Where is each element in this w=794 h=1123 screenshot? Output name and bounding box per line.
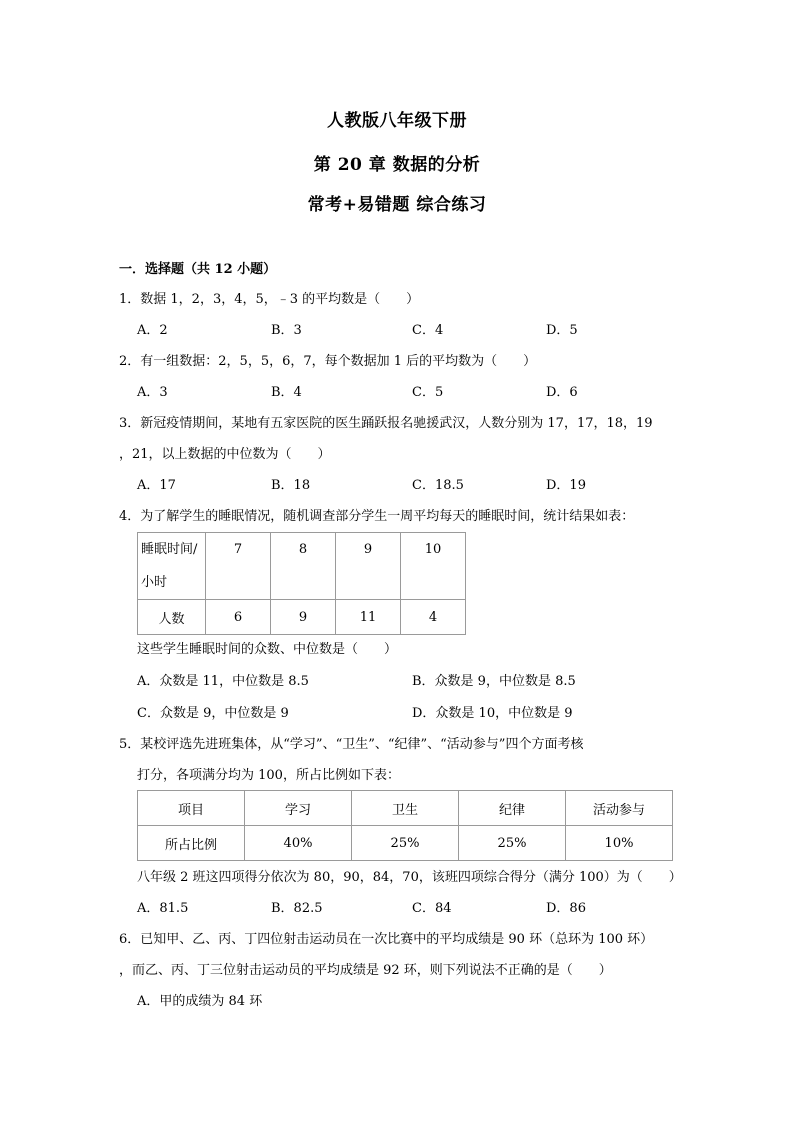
sleep-table-row-label: 人数 — [138, 600, 206, 635]
weight-table-value-cell: 25% — [459, 826, 566, 861]
question-3-option-a: A．17 — [137, 478, 176, 493]
doc-title-textbook: 人教版八年级下册 — [327, 111, 467, 131]
question-5-option-c: C．84 — [412, 901, 452, 916]
question-1-option-c: C．4 — [412, 323, 444, 338]
question-2-option-a: A．3 — [137, 385, 168, 400]
question-1-option-d: D．5 — [546, 323, 578, 338]
weight-table-value-cell: 10% — [566, 826, 673, 861]
question-5-stem-line-2: 打分，各项满分均为 100，所占比例如下表： — [137, 768, 400, 783]
weight-table-header-cell: 活动参与 — [566, 791, 673, 826]
weight-table-row-label: 所占比例 — [138, 826, 245, 861]
question-4-option-d: D．众数是 10，中位数是 9 — [412, 706, 573, 721]
question-3-option-d: D．19 — [546, 478, 586, 493]
sleep-table-header-line-2: 小时 — [141, 575, 168, 590]
question-2-stem: 2．有一组数据：2，5，5，6，7，每个数据加 1 后的平均数为（ ） — [119, 354, 537, 369]
question-1-stem: 1．数据 1，2，3，4，5，﹣3 的平均数是（ ） — [119, 292, 420, 307]
question-5-followup: 八年级 2 班这四项得分依次为 80，90，84，70，该班四项综合得分（满分 100）为（ ） — [137, 870, 682, 885]
sleep-table-header-cell — [138, 533, 206, 600]
sleep-table-header-line-1: 睡眠时间/ — [141, 542, 198, 557]
question-2-option-b: B．4 — [271, 385, 302, 400]
question-5-option-b: B．82.5 — [271, 901, 323, 916]
sleep-table-count-cell: 9 — [271, 600, 336, 635]
question-4-stem: 4．为了解学生的睡眠情况，随机调查部分学生一周平均每天的睡眠时间，统计结果如表： — [119, 509, 635, 524]
section-heading: 一．选择题（共 12 小题） — [119, 262, 277, 277]
sleep-table-count-cell: 4 — [401, 600, 466, 635]
question-3-stem-line-1: 3．新冠疫情期间，某地有五家医院的医生踊跃报名驰援武汉，人数分别为 17，17，18，19 — [119, 416, 653, 431]
question-4-option-c: C．众数是 9，中位数是 9 — [137, 706, 289, 721]
question-3-option-b: B．18 — [271, 478, 311, 493]
weight-table-value-cell: 25% — [352, 826, 459, 861]
question-5-stem-line-1: 5．某校评选先进班集体，从“学习”、“卫生”、“纪律”、“活动参与”四个方面考核 — [119, 737, 584, 752]
sleep-table-count-cell: 6 — [206, 600, 271, 635]
evaluation-weight-table — [137, 790, 673, 861]
weight-table-header-cell: 纪律 — [459, 791, 566, 826]
sleep-hours-table — [137, 532, 466, 635]
question-2-option-d: D．6 — [546, 385, 578, 400]
question-5-option-a: A．81.5 — [137, 901, 189, 916]
question-1-option-b: B．3 — [271, 323, 302, 338]
question-3-stem-line-2: ，21，以上数据的中位数为（ ） — [119, 447, 331, 462]
sleep-table-hour-cell: 8 — [271, 533, 336, 600]
weight-table-header-cell: 卫生 — [352, 791, 459, 826]
sleep-table-hour-cell: 9 — [336, 533, 401, 600]
weight-table-header-cell: 学习 — [245, 791, 352, 826]
question-6-stem-line-1: 6．已知甲、乙、丙、丁四位射击运动员在一次比赛中的平均成绩是 90 环（总环为 100 环） — [119, 932, 654, 947]
question-4-followup: 这些学生睡眠时间的众数、中位数是（ ） — [137, 642, 398, 657]
weight-table-value-cell: 40% — [245, 826, 352, 861]
sleep-table-hour-cell: 7 — [206, 533, 271, 600]
question-3-option-c: C．18.5 — [412, 478, 464, 493]
weight-table-header-cell: 项目 — [138, 791, 245, 826]
question-4-option-b: B．众数是 9，中位数是 8.5 — [412, 674, 576, 689]
question-6-option-a: A．甲的成绩为 84 环 — [137, 994, 263, 1009]
sleep-table-count-cell: 11 — [336, 600, 401, 635]
doc-title-subtitle: 常考+易错题 综合练习 — [307, 195, 487, 215]
question-4-option-a: A．众数是 11，中位数是 8.5 — [137, 674, 309, 689]
sleep-table-hour-cell: 10 — [401, 533, 466, 600]
question-6-stem-line-2: ，而乙、丙、丁三位射击运动员的平均成绩是 92 环，则下列说法不正确的是（ ） — [119, 963, 612, 978]
doc-title-chapter: 第 20 章 数据的分析 — [313, 155, 481, 175]
question-5-option-d: D．86 — [546, 901, 586, 916]
question-2-option-c: C．5 — [412, 385, 444, 400]
question-1-option-a: A．2 — [137, 323, 168, 338]
